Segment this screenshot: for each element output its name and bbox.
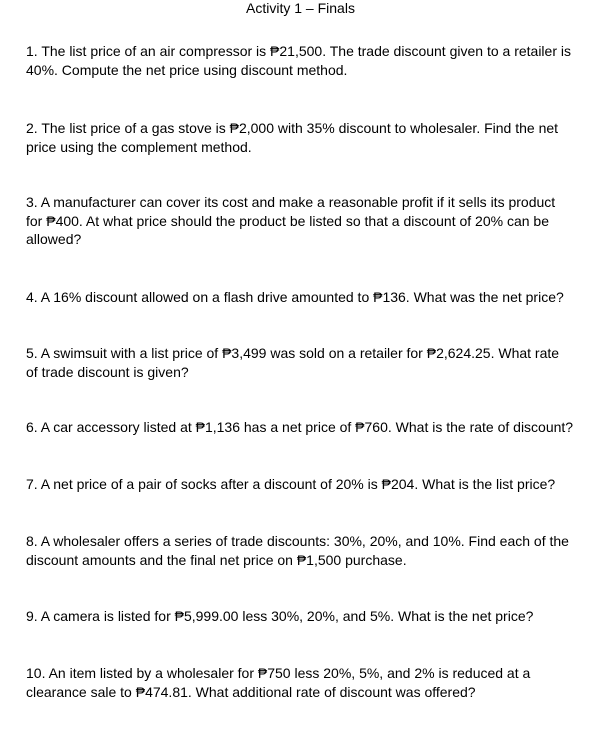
question-line: 9. A camera is listed for ₱5,999.00 less 30%, 20%, and 5%. What is the net price? xyxy=(26,608,534,624)
question-line: allowed? xyxy=(26,231,82,247)
page-title: Activity 1 – Finals xyxy=(246,0,355,16)
question-line: 6. A car accessory listed at ₱1,136 has a net price of ₱760. What is the rate of discount? xyxy=(26,419,574,435)
question-line: discount amounts and the final net price on ₱1,500 purchase. xyxy=(26,551,407,568)
question-8 xyxy=(26,532,601,569)
question-line: 4. A 16% discount allowed on a flash drive amounted to ₱136. What was the net price? xyxy=(26,289,564,305)
question-4 xyxy=(26,288,601,307)
question-2 xyxy=(26,119,601,156)
question-line: clearance sale to ₱474.81. What additional rate of discount was offered? xyxy=(26,683,476,700)
question-9 xyxy=(26,607,601,626)
question-3 xyxy=(26,193,601,249)
question-line: 5. A swimsuit with a list price of ₱3,499 was sold on a retailer for ₱2,624.25. What rate xyxy=(26,345,560,361)
question-line: 2. The list price of a gas stove is ₱2,000 with 35% discount to wholesaler. Find the net xyxy=(26,120,559,136)
question-7 xyxy=(26,475,601,494)
question-line: of trade discount is given? xyxy=(26,363,189,380)
question-line: 1. The list price of an air compressor is ₱21,500. The trade discount given to a retailer is xyxy=(26,43,571,59)
question-line: for ₱400. At what price should the product be listed so that a discount of 20% can be xyxy=(26,212,549,229)
question-5 xyxy=(26,344,601,381)
question-line: 10. An item listed by a wholesaler for ₱750 less 20%, 5%, and 2% is reduced at a xyxy=(26,665,531,681)
question-line: 3. A manufacturer can cover its cost and make a reasonable profit if it sells its product xyxy=(26,194,556,210)
question-line: 8. A wholesaler offers a series of trade discounts: 30%, 20%, and 10%. Find each of the xyxy=(26,533,569,549)
question-10 xyxy=(26,664,601,701)
question-6 xyxy=(26,418,601,437)
question-line: 7. A net price of a pair of socks after a discount of 20% is ₱204. What is the list price? xyxy=(26,476,556,492)
question-1 xyxy=(26,42,601,79)
question-line: price using the complement method. xyxy=(26,138,252,155)
question-line: 40%. Compute the net price using discount method. xyxy=(26,61,348,78)
